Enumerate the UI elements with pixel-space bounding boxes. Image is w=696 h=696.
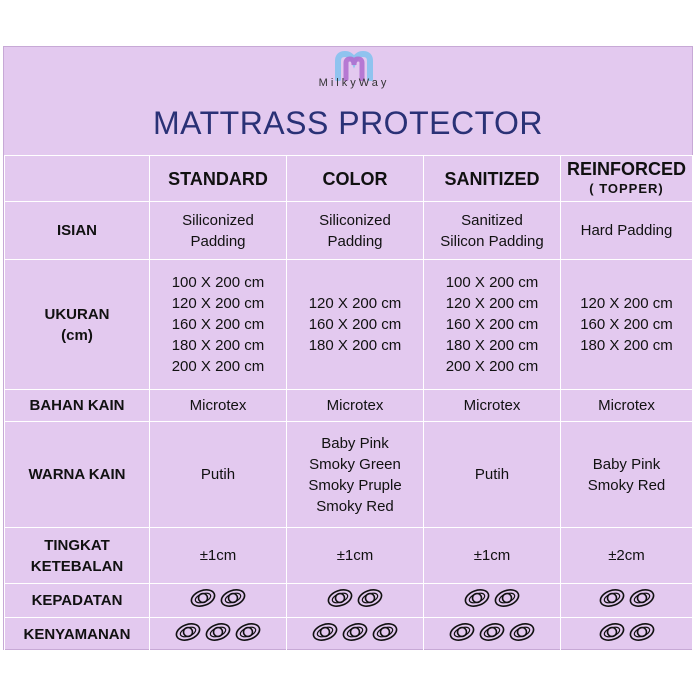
cell-text: 200 X 200 cm	[445, 358, 539, 375]
rating-cell	[561, 584, 693, 618]
cell-text: Smoky Red	[587, 476, 666, 494]
rating-cell	[150, 584, 287, 618]
cell-text: BAHAN KAIN	[29, 397, 125, 414]
rating-cell	[424, 618, 561, 652]
cell-text: Smoky Green	[309, 455, 401, 473]
table-cell	[424, 260, 561, 390]
planet-icon	[449, 622, 475, 642]
cell-text: 120 X 200 cm	[308, 295, 402, 312]
cell-text: Microtex	[189, 397, 247, 414]
rating-cell	[561, 618, 693, 652]
planet-icon	[357, 588, 383, 608]
table-row	[5, 260, 693, 390]
planet-icon	[175, 622, 201, 642]
cell-text: 120 X 200 cm	[580, 295, 673, 312]
table-cell	[287, 390, 424, 422]
cell-text: Baby Pink	[592, 455, 661, 473]
column-header: STANDARD	[150, 156, 287, 202]
table-cell	[150, 260, 287, 390]
cell-text: ±2cm	[608, 547, 645, 564]
spec-table	[4, 155, 693, 652]
table-cell	[287, 260, 424, 390]
brand-logo	[304, 51, 404, 99]
comparison-card	[3, 46, 693, 650]
cell-text: WARNA KAIN	[28, 466, 126, 483]
cell-text: Padding	[190, 232, 246, 250]
planet-icon	[599, 622, 625, 642]
rating-cell	[287, 584, 424, 618]
corner-cell	[5, 156, 150, 202]
table-row	[5, 202, 693, 260]
cell-text: 180 X 200 cm	[171, 337, 265, 354]
rating-row	[5, 618, 693, 652]
rating-cell	[287, 618, 424, 652]
header-row	[5, 156, 693, 202]
brand-name: MilkyWay	[318, 77, 390, 89]
table-cell	[287, 202, 424, 260]
cell-text: 100 X 200 cm	[171, 274, 265, 291]
table-cell	[561, 528, 693, 584]
row-header	[5, 260, 150, 390]
cell-text: Microtex	[326, 397, 384, 414]
page-title: MATTRASS PROTECTOR	[152, 105, 544, 141]
table-cell	[424, 390, 561, 422]
rating-cell	[150, 618, 287, 652]
rating-icons	[599, 622, 655, 642]
cell-text: 180 X 200 cm	[580, 337, 673, 354]
row-header: KEPADATAN	[5, 584, 150, 618]
table-cell	[424, 422, 561, 528]
planet-icon	[629, 588, 655, 608]
planet-icon	[342, 622, 368, 642]
planet-icon	[327, 588, 353, 608]
cell-text: Microtex	[598, 397, 655, 414]
rating-icons	[464, 588, 520, 608]
table-cell	[287, 528, 424, 584]
cell-text: ±1cm	[473, 547, 511, 564]
cell-text: Putih	[200, 466, 236, 483]
header	[4, 47, 692, 157]
rating-icons	[312, 622, 398, 642]
cell-text: 160 X 200 cm	[445, 316, 539, 333]
cell-text: Smoky Pruple	[308, 476, 402, 494]
row-header	[5, 390, 150, 422]
cell-text: 160 X 200 cm	[580, 316, 673, 333]
column-header: REINFORCED ( TOPPER)	[561, 156, 693, 202]
cell-text: Putih	[474, 466, 510, 483]
planet-icon	[190, 588, 216, 608]
planet-icon	[509, 622, 535, 642]
table-row	[5, 390, 693, 422]
cell-text: Microtex	[463, 397, 521, 414]
cell-text: KETEBALAN	[30, 557, 124, 575]
cell-text: Hard Padding	[580, 222, 673, 239]
rating-icons	[449, 622, 535, 642]
cell-text: UKURAN	[44, 305, 110, 323]
table-cell	[287, 422, 424, 528]
table-row	[5, 528, 693, 584]
cell-text: ±1cm	[199, 547, 237, 564]
table-row	[5, 422, 693, 528]
planet-icon	[312, 622, 338, 642]
table-cell	[150, 422, 287, 528]
table-cell	[561, 260, 693, 390]
planet-icon	[235, 622, 261, 642]
rating-cell	[424, 584, 561, 618]
cell-text: Siliconized	[182, 211, 254, 229]
rating-icons	[327, 588, 383, 608]
cell-text: 120 X 200 cm	[445, 295, 539, 312]
cell-text: Siliconized	[319, 211, 391, 229]
table-cell	[561, 202, 693, 260]
planet-icon	[220, 588, 246, 608]
cell-text: 100 X 200 cm	[445, 274, 539, 291]
row-header	[5, 202, 150, 260]
table-cell	[561, 390, 693, 422]
cell-text: TINGKAT	[44, 536, 110, 554]
table-cell	[150, 202, 287, 260]
cell-text: 200 X 200 cm	[171, 358, 265, 375]
rating-icons	[599, 588, 655, 608]
column-header: SANITIZED	[424, 156, 561, 202]
table-cell	[150, 390, 287, 422]
cell-text: (cm)	[61, 326, 93, 344]
table-cell	[561, 422, 693, 528]
cell-text: Padding	[327, 232, 383, 250]
table-cell	[150, 528, 287, 584]
cell-text: Sanitized	[461, 211, 523, 229]
cell-text: 180 X 200 cm	[308, 337, 402, 354]
row-header	[5, 422, 150, 528]
cell-text: 160 X 200 cm	[308, 316, 402, 333]
planet-icon	[599, 588, 625, 608]
cell-text: ISIAN	[56, 222, 97, 239]
cell-text: Silicon Padding	[440, 232, 544, 250]
planet-icon	[479, 622, 505, 642]
cell-text: ±1cm	[336, 547, 374, 564]
cell-text: Baby Pink	[321, 434, 389, 452]
column-header: COLOR	[287, 156, 424, 202]
planet-icon	[464, 588, 490, 608]
rating-row	[5, 584, 693, 618]
planet-icon	[372, 622, 398, 642]
table-cell	[424, 202, 561, 260]
planet-icon	[494, 588, 520, 608]
table-cell	[424, 528, 561, 584]
cell-text: 160 X 200 cm	[171, 316, 265, 333]
cell-text: 180 X 200 cm	[445, 337, 539, 354]
cell-text: 120 X 200 cm	[171, 295, 265, 312]
cell-text: Smoky Red	[316, 497, 394, 515]
rating-icons	[190, 588, 246, 608]
rating-icons	[175, 622, 261, 642]
planet-icon	[629, 622, 655, 642]
row-header	[5, 528, 150, 584]
planet-icon	[205, 622, 231, 642]
row-header: KENYAMANAN	[5, 618, 150, 652]
